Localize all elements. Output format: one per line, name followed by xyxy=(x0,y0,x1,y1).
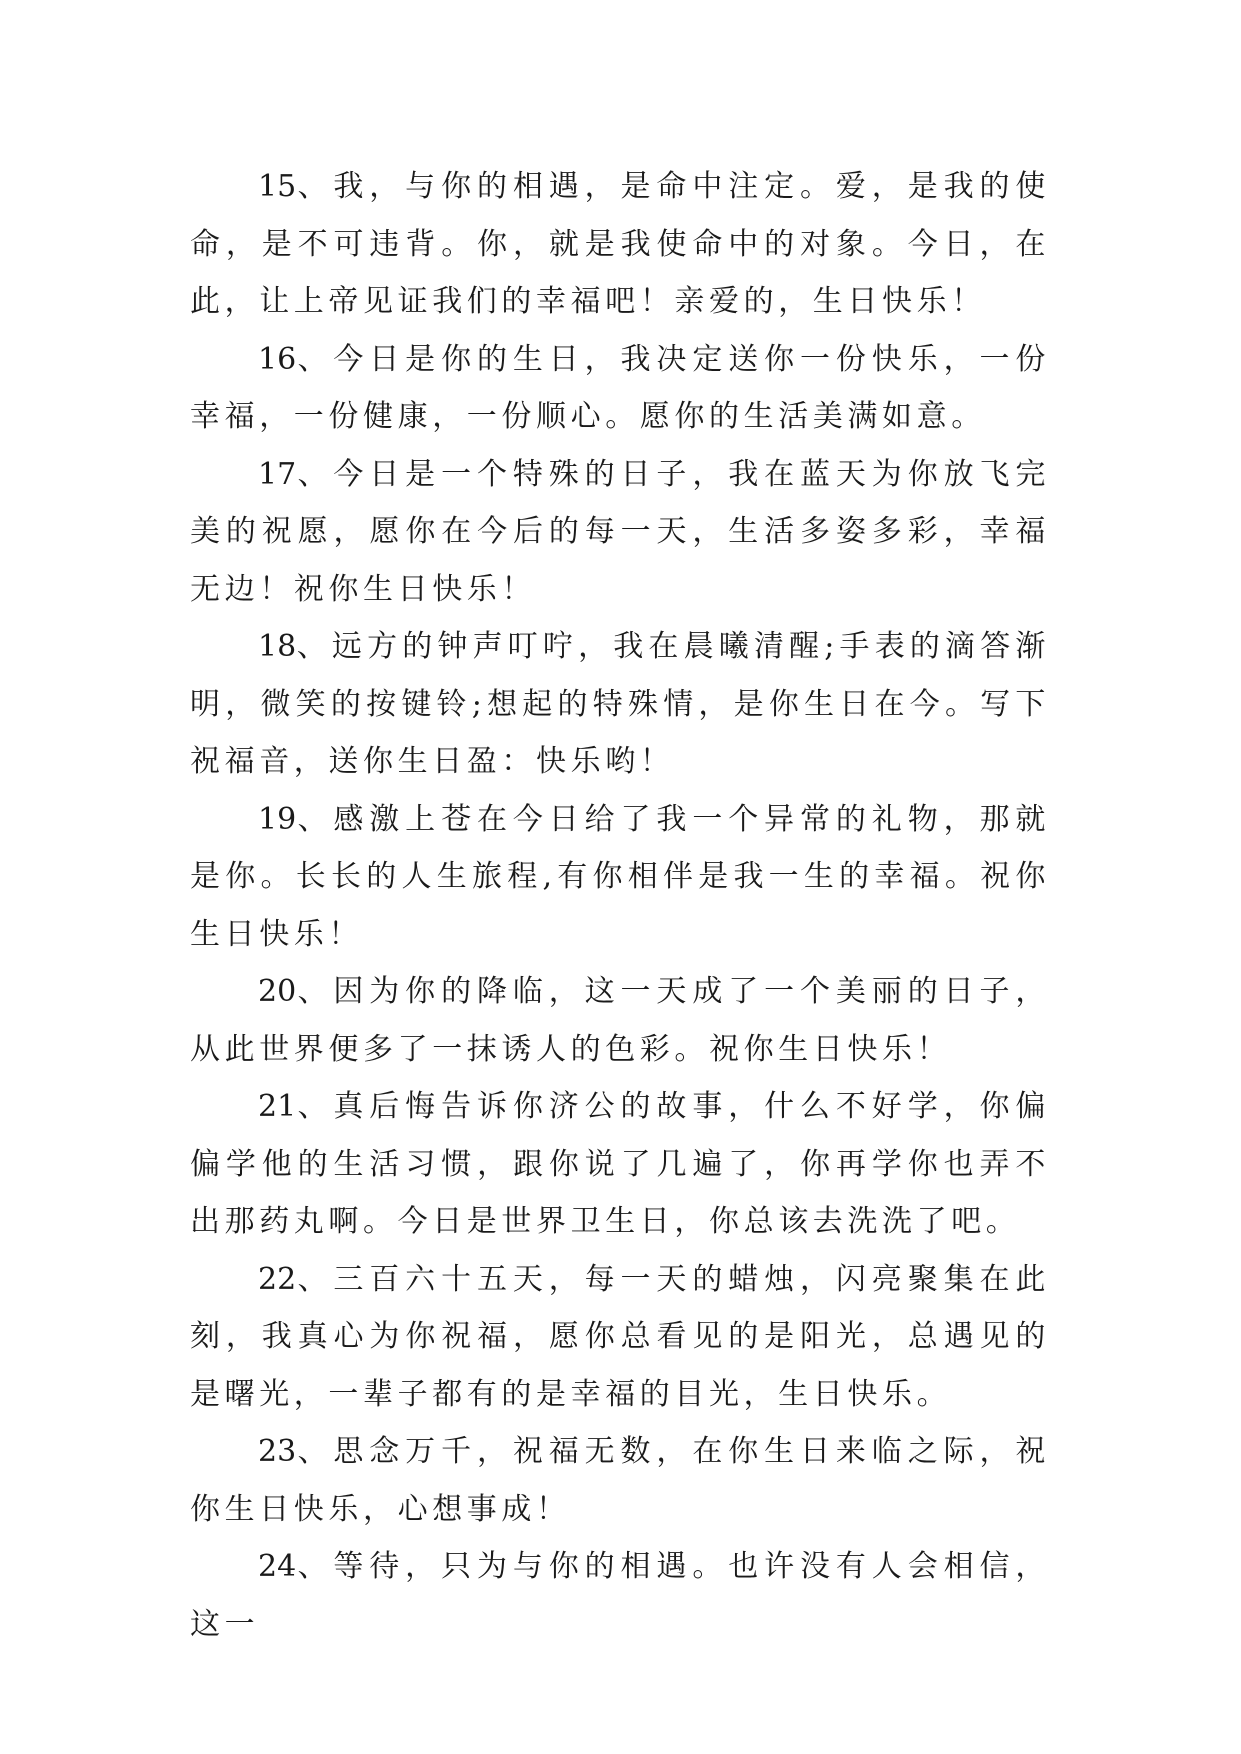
paragraph-19 xyxy=(190,791,1050,964)
paragraph-text: 、远方的钟声叮咛，我在晨曦清醒;手表的滴答渐明，微笑的按键铃;想起的特殊情，是你生日在今。写下祝福音，送你生日盈：快乐哟！ xyxy=(190,629,1050,779)
paragraph-21 xyxy=(190,1078,1050,1251)
paragraph-24 xyxy=(190,1538,1050,1653)
paragraph-text: 、三百六十五天，每一天的蜡烛，闪亮聚集在此刻，我真心为你祝福，愿你总看见的是阳光，总遇见的是曙光，一辈子都有的是幸福的目光，生日快乐。 xyxy=(190,1261,1050,1412)
paragraph-number: 16 xyxy=(258,341,297,377)
paragraph-16 xyxy=(190,331,1050,446)
paragraph-text: 、今日是你的生日，我决定送你一份快乐，一份幸福，一份健康，一份顺心。愿你的生活美满如意。 xyxy=(190,341,1050,434)
paragraph-17 xyxy=(190,446,1050,619)
paragraph-text: 、真后悔告诉你济公的故事，什么不好学，你偏偏学他的生活习惯，跟你说了几遍了，你再学你也弄不出那药丸啊。今日是世界卫生日，你总该去洗洗了吧。 xyxy=(190,1089,1050,1239)
paragraph-number: 22 xyxy=(258,1261,297,1297)
paragraph-text: 、我，与你的相遇，是命中注定。爱，是我的使命，是不可违背。你，就是我使命中的对象。今日，在此，让上帝见证我们的幸福吧！亲爱的，生日快乐！ xyxy=(190,169,1050,319)
paragraph-15 xyxy=(190,158,1050,331)
paragraph-number: 21 xyxy=(258,1089,297,1124)
paragraph-number: 19 xyxy=(258,801,297,837)
paragraph-text: 、今日是一个特殊的日子，我在蓝天为你放飞完美的祝愿，愿你在今后的每一天，生活多姿多彩，幸福无边！祝你生日快乐！ xyxy=(190,456,1050,607)
paragraph-number: 23 xyxy=(258,1434,297,1469)
paragraph-text: 、因为你的降临，这一天成了一个美丽的日子，从此世界便多了一抹诱人的色彩。祝你生日快乐！ xyxy=(190,974,1050,1067)
paragraph-number: 17 xyxy=(258,456,297,492)
document-body xyxy=(190,158,1050,1653)
paragraph-text: 、感激上苍在今日给了我一个异常的礼物，那就是你。长长的人生旅程,有你相伴是我一生的幸福。祝你生日快乐！ xyxy=(190,801,1050,952)
paragraph-22 xyxy=(190,1251,1050,1424)
paragraph-20 xyxy=(190,963,1050,1078)
paragraph-23 xyxy=(190,1423,1050,1538)
paragraph-text: 、思念万千，祝福无数，在你生日来临之际，祝你生日快乐，心想事成！ xyxy=(190,1434,1050,1527)
paragraph-number: 24 xyxy=(258,1549,297,1584)
paragraph-text: 、等待，只为与你的相遇。也许没有人会相信，这一 xyxy=(190,1549,1050,1642)
paragraph-number: 20 xyxy=(258,974,297,1009)
paragraph-number: 18 xyxy=(258,629,297,664)
paragraph-number: 15 xyxy=(258,169,297,204)
paragraph-18 xyxy=(190,618,1050,791)
